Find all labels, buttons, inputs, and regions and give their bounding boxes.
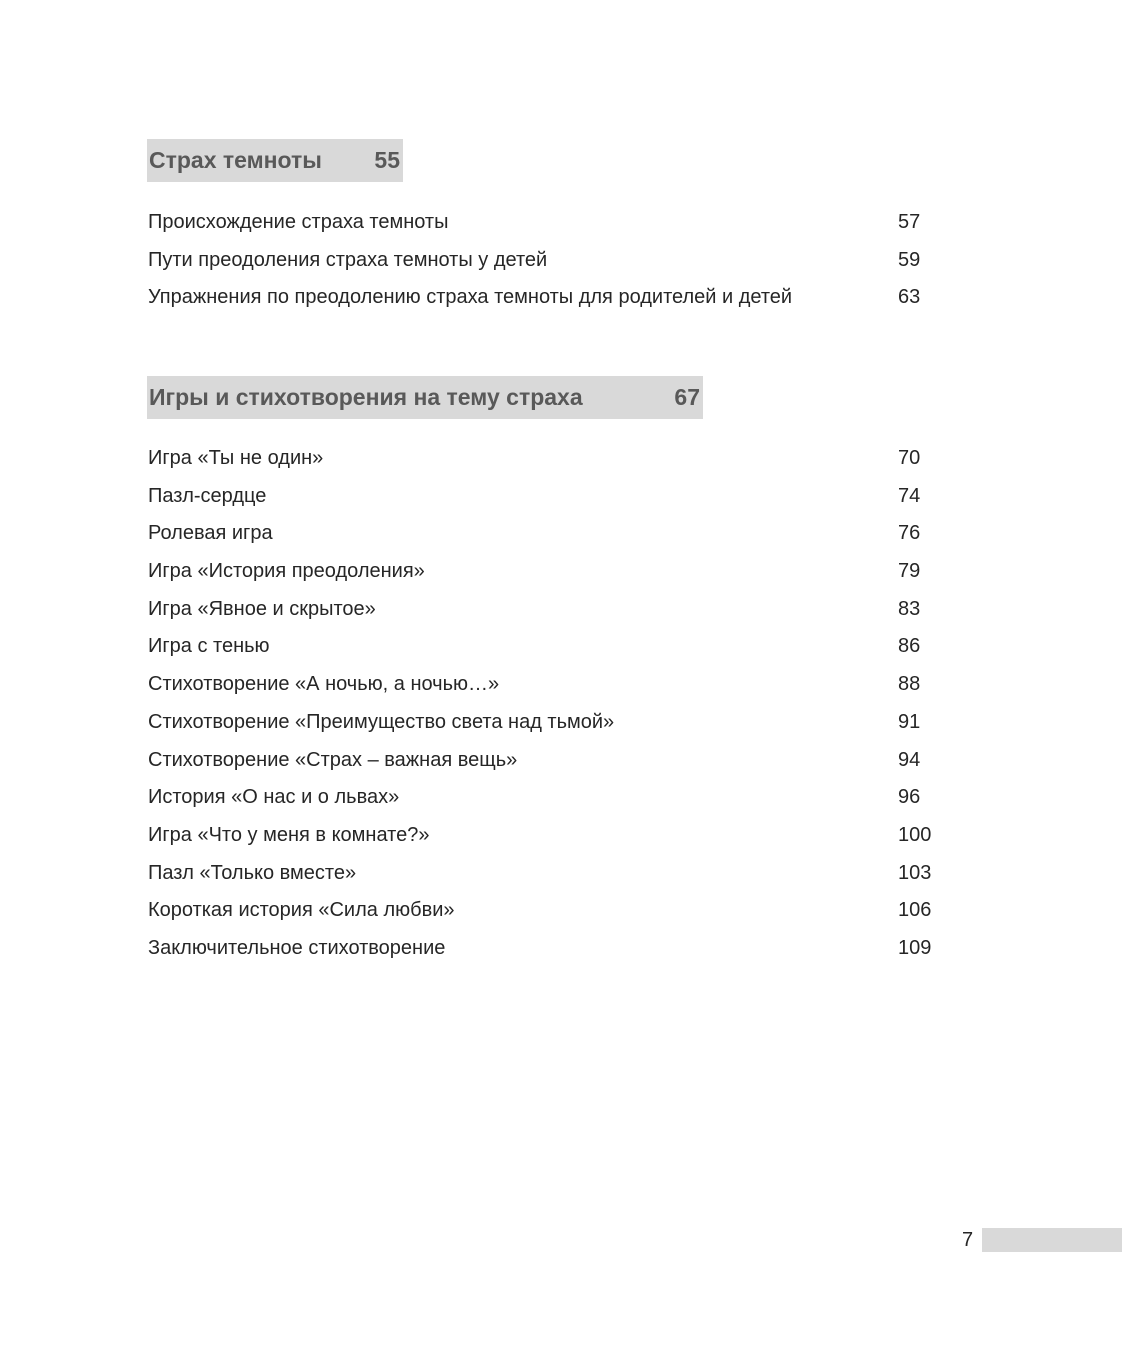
toc-entry-title: Упражнения по преодолению страха темноты для родителей и детей — [148, 286, 793, 309]
toc-entry-page: 91 — [898, 710, 921, 733]
toc-entry-page: 79 — [898, 560, 921, 583]
toc-entry-title: Пазл «Только вместе» — [148, 861, 357, 884]
toc-entry-title: Игра «Явное и скрытое» — [148, 597, 376, 620]
toc-entry-page: 76 — [898, 522, 921, 545]
toc-entry-page: 83 — [898, 597, 921, 620]
toc-entry-title: Игра «Что у меня в комнате?» — [148, 823, 430, 846]
section-title: Игры и стихотворения на тему страха — [149, 384, 583, 410]
toc-entry-title: Игра «Ты не один» — [148, 447, 324, 469]
toc-entry-title: Пути преодоления страха темноты у детей — [148, 248, 548, 271]
toc-entry-title: Игра с тенью — [148, 635, 270, 658]
footer-page-number: 7 — [962, 1229, 974, 1251]
toc-entry-title: Ролевая игра — [148, 522, 273, 545]
section-page-number: 55 — [374, 147, 400, 173]
toc-entry-page: 59 — [898, 248, 921, 271]
toc-entry-page: 109 — [898, 936, 932, 959]
toc-entry-page: 100 — [898, 823, 932, 846]
toc-entry-page: 94 — [898, 748, 921, 771]
toc-entry-page: 74 — [898, 484, 921, 507]
toc-entry-page: 63 — [898, 286, 921, 309]
toc-entry-page: 70 — [898, 447, 921, 469]
footer-page-bar — [982, 1228, 1122, 1252]
section-title: Страх темноты — [149, 147, 322, 173]
section-heading-fear-of-dark[interactable] — [147, 139, 403, 182]
toc-entry-page: 96 — [898, 786, 921, 809]
toc-entry-title: История «О нас и о львах» — [148, 786, 400, 809]
toc-entry-page: 106 — [898, 899, 932, 922]
toc-entry-title: Заключительное стихотворение — [148, 936, 446, 959]
toc-entry-page: 103 — [898, 861, 932, 884]
toc-entry-title: Короткая история «Сила любви» — [148, 899, 455, 922]
toc-entry-page: 88 — [898, 673, 921, 696]
toc-entry-title: Стихотворение «Страх – важная вещь» — [148, 748, 518, 771]
toc-entry-title: Игра «История преодоления» — [148, 560, 425, 583]
toc-entry-page: 57 — [898, 211, 921, 233]
toc-entry-title: Стихотворение «Преимущество света над тьмой» — [148, 710, 615, 733]
toc-entry-title: Пазл-сердце — [148, 484, 267, 507]
section-heading-games-and-poems[interactable] — [147, 376, 703, 419]
section-page-number: 67 — [674, 384, 700, 410]
toc-entry-title: Стихотворение «А ночью, а ночью…» — [148, 673, 500, 696]
toc-entry-page: 86 — [898, 635, 921, 658]
toc-entry-title: Происхождение страха темноты — [148, 211, 449, 233]
